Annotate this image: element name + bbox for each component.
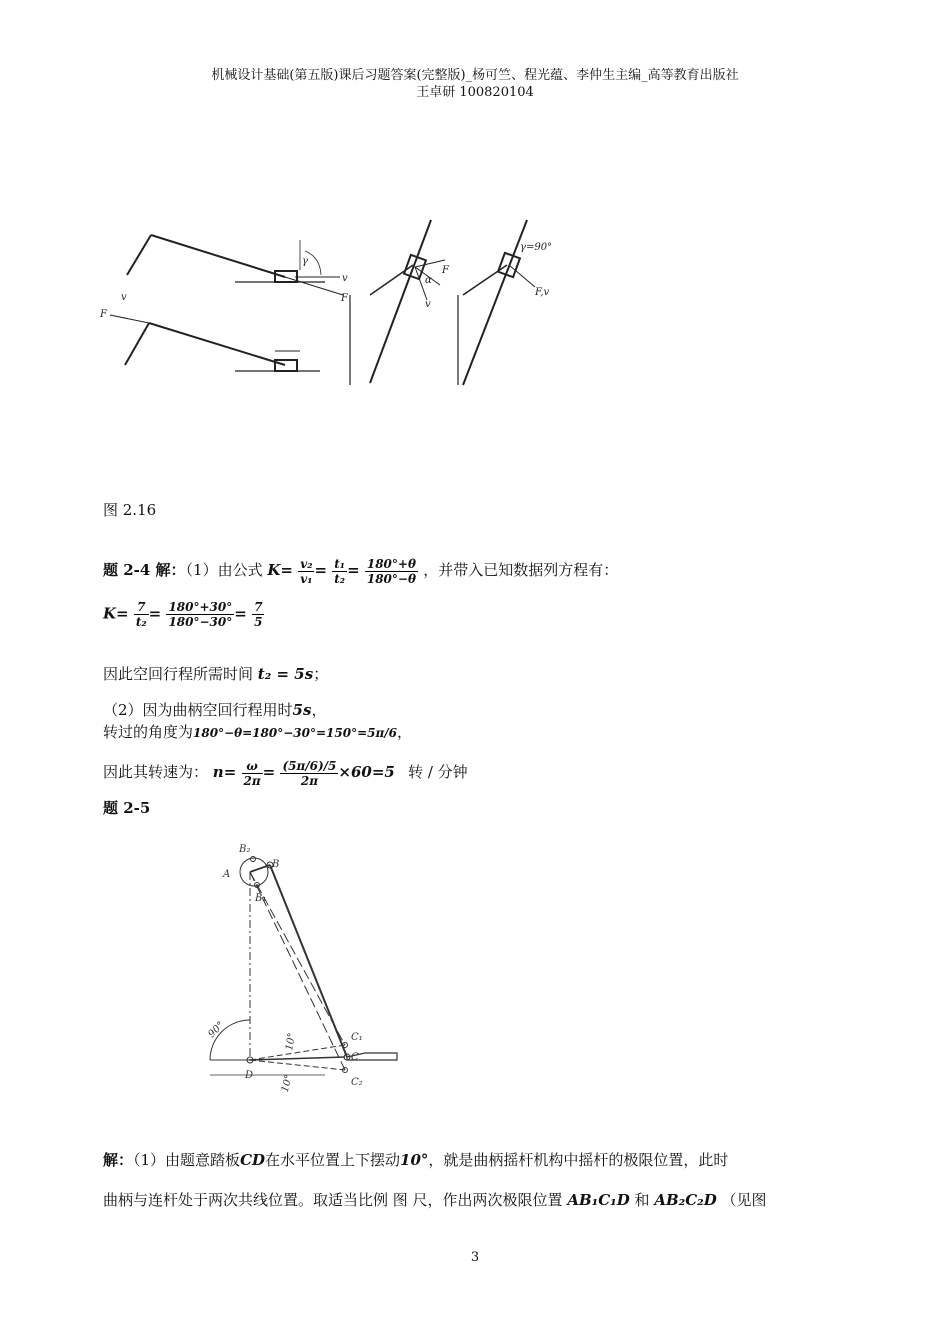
label-gamma90: γ=90°: [520, 242, 553, 253]
speed-f2-num: (5π/6)/5: [282, 758, 337, 773]
speed-f1-den: 2π: [243, 773, 261, 788]
figure-2-5: [205, 835, 405, 1095]
f2-n1: 7: [134, 600, 149, 615]
crank-circle: [240, 858, 268, 886]
speed-text: 因此其转速为：: [103, 763, 209, 781]
part1-after: ，并带入已知数据列方程有：: [423, 561, 619, 579]
speed-line: [103, 752, 468, 792]
result1-value: t₂ = 5s: [257, 665, 314, 683]
formula-k-values: K= $\frac{7}{\text{t₂}}$ = $\frac{180^\circ+30^\circ}{180^\circ-30^\circ}$ = $\frac{7}{5}$: [103, 600, 263, 629]
f2-n3: 7: [254, 600, 263, 614]
sol1-c: ，就是曲柄摇杆机构中摇杆的极限位置，此时: [428, 1151, 729, 1169]
f1-lhs: K: [267, 561, 281, 579]
label-f-bottom: F: [100, 309, 107, 320]
label-f-top: F: [341, 293, 348, 304]
label-alpha-mid: α: [425, 275, 432, 286]
part2-text: （2）因为曲柄空回行程用时: [103, 701, 293, 719]
label-a: A: [223, 869, 231, 880]
f2-n2: 180°+30°: [168, 600, 233, 614]
result1-text: 因此空回行程所需时间: [103, 665, 254, 683]
speed-unit: 转 / 分钟: [408, 763, 468, 781]
label-d: D: [245, 1070, 254, 1081]
speed-f1-num: ω: [242, 759, 263, 774]
label-c2: C₂: [351, 1077, 363, 1088]
header-author: 王卓研 100820104: [416, 85, 534, 100]
f1-den: 180°−θ: [366, 571, 416, 586]
label-b: B: [272, 859, 280, 870]
f1-v2: v₂: [300, 556, 313, 571]
speed-tail: ×60=5: [338, 763, 395, 781]
f1-num: 180°+θ: [366, 556, 416, 571]
f1-t1: t₁: [334, 556, 346, 571]
label-fv: F,v: [535, 287, 550, 298]
label-v-mid: v: [425, 299, 431, 310]
page-header: [0, 67, 950, 101]
page-number: 3: [470, 1250, 480, 1265]
sol1-a: （1）由题意踏板: [133, 1151, 241, 1169]
label-10a: 10°: [284, 1032, 298, 1052]
header-title: 机械设计基础(第五版)课后习题答案(完整版)_杨可竺、程光蕴、李仲生主编_高等教育出版社: [211, 68, 739, 83]
result-1: [103, 664, 328, 684]
label-gamma-top: γ: [302, 256, 308, 267]
problem-2-4-title: 题 2-4 解：: [103, 561, 186, 579]
label-f-mid: F: [442, 265, 449, 276]
sol1-deg: 10°: [400, 1151, 429, 1169]
solution-line-1: [103, 1150, 728, 1170]
speed-f2-den: 2π: [300, 773, 318, 788]
part2-end: ，: [311, 701, 327, 719]
crank-top-left: [127, 235, 151, 275]
sol2-end: （见图: [721, 1191, 767, 1209]
problem-2-5-title: 题 2-5: [103, 799, 151, 817]
result1-end: ；: [313, 665, 329, 683]
coupler-top-left: [151, 235, 285, 277]
label-b2: B₂: [239, 844, 251, 855]
speed-formula: n= $\frac{\omega}{2\pi}$ = $\frac{(5\pi/6)/5}{2\pi}$ ×60=5: [212, 758, 395, 788]
sol2-a: 曲柄与连杆处于两次共线位置。取适当比例 图 尺，作出两次极限位置: [103, 1191, 563, 1209]
sol1-cd: CD: [240, 1151, 266, 1169]
label-b1: B₁: [255, 893, 267, 904]
label-v-top: v: [342, 273, 348, 284]
sol2-and: 和: [634, 1191, 650, 1209]
problem-2-4-line1: [103, 552, 618, 588]
slider-top-left: [275, 271, 297, 282]
angle-line: [103, 722, 412, 743]
figure-2-16: [95, 215, 565, 395]
sol2-ab1: AB₁C₁D: [567, 1191, 630, 1209]
label-c1: C₁: [351, 1032, 363, 1043]
speed-lhs: n: [212, 763, 224, 781]
angle-text: 转过的角度为: [103, 723, 194, 741]
sol2-ab2: AB₂C₂D: [654, 1191, 717, 1209]
part2-value: 5s: [292, 701, 312, 719]
label-v-bottom: v: [121, 292, 127, 303]
part-2: [103, 700, 326, 720]
f1-t2: t₂: [334, 571, 346, 586]
solution-line-2: [103, 1190, 767, 1210]
part1-intro: （1）由公式: [185, 561, 263, 579]
angle-value: 180°−θ=180°−30°=150°=5π/6: [193, 726, 398, 740]
formula-k: K= $\frac{\text{v₂}}{\text{v₁}}$ = $\frac{\text{t₁}}{\text{t₂}}$ = $\frac{180^\circ+\theta}{180^\circ-\theta}$: [267, 556, 416, 586]
label-90: 90°: [206, 1019, 227, 1041]
f2-d2: 180°−30°: [168, 615, 233, 629]
f1-v1: v₁: [300, 571, 313, 586]
angle-end: ，: [397, 723, 413, 741]
figure-caption: 图 2.16: [103, 501, 157, 519]
f2-d1: t₂: [135, 615, 147, 629]
label-c: C: [351, 1052, 359, 1063]
sol1-b: 在水平位置上下摆动: [265, 1151, 401, 1169]
f2-lhs: K: [103, 604, 117, 623]
label-10b: 10°: [279, 1073, 295, 1094]
f2-d3: 5: [254, 615, 263, 629]
solution-label: 解：: [103, 1151, 134, 1169]
